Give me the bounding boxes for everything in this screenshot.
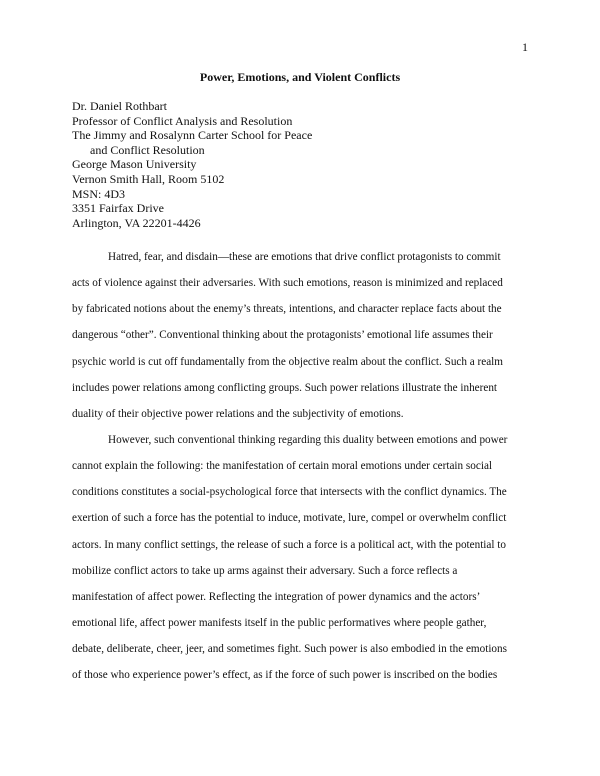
author-school: The Jimmy and Rosalynn Carter School for Peace [72, 128, 313, 143]
author-address-block [72, 99, 312, 230]
page-number: 1 [522, 40, 528, 54]
paragraph-2-line: cannot explain the following: the manifestation of certain moral emotions under certain social [72, 460, 493, 473]
author-mailstop: MSN: 4D3 [72, 186, 126, 201]
paragraph-2-line: emotional life, affect power manifests itself in the public performatives where people gather, [72, 616, 487, 629]
paragraph-2-line: of those who experience power’s effect, as if the force of such power is inscribed on the bodies [72, 669, 498, 682]
paragraph-2-line: mobilize conflict actors to take up arms against their adversary. Such a force reflects a [72, 564, 458, 577]
paragraph-1-line: acts of violence against their adversaries. With such emotions, reason is minimized and replaced [72, 277, 503, 290]
paragraph-1-line: psychic world is cut off fundamentally from the objective realm about the conflict. Such a realm [72, 355, 503, 368]
paragraph-2-line: manifestation of affect power. Reflecting the integration of power dynamics and the actors’ [72, 590, 481, 603]
author-name: Dr. Daniel Rothbart [72, 99, 167, 113]
author-street: 3351 Fairfax Drive [72, 201, 164, 216]
body-text [72, 244, 529, 688]
author-position: Professor of Conflict Analysis and Resolution [72, 113, 293, 128]
paragraph-2-line: conditions constitutes a social-psychological force that intersects with the conflict dynamics. The [72, 486, 507, 499]
paragraph-2-line: However, such conventional thinking regarding this duality between emotions and power [108, 433, 508, 446]
paragraph-1-line: includes power relations among conflicting groups. Such power relations illustrate the inherent [72, 381, 498, 394]
paper-title: Power, Emotions, and Violent Conflicts [199, 70, 401, 84]
paragraph-1-line: by fabricated notions about the enemy’s threats, intentions, and character replace facts about the [72, 303, 502, 316]
paragraph-2-line: actors. In many conflict settings, the release of such a force is a political act, with the potential to [72, 538, 506, 551]
paragraph-1-line: duality of their objective power relations and the subjectivity of emotions. [72, 407, 404, 420]
paragraph-1-line: dangerous “other”. Conventional thinking about the protagonists’ emotional life assumes their [72, 329, 493, 342]
author-university: George Mason University [72, 157, 197, 172]
author-office: Vernon Smith Hall, Room 5102 [72, 171, 225, 186]
paragraph-1-line: Hatred, fear, and disdain—these are emotions that drive conflict protagonists to commit [108, 251, 501, 263]
author-city: Arlington, VA 22201-4426 [72, 215, 201, 230]
author-school-continued: and Conflict Resolution [90, 142, 205, 157]
paragraph-2-line: exertion of such a force has the potential to induce, motivate, lure, compel or overwhelm conflict [72, 512, 507, 525]
paragraph-2-line: debate, deliberate, cheer, jeer, and sometimes fight. Such power is also embodied in the emotions [72, 643, 507, 656]
